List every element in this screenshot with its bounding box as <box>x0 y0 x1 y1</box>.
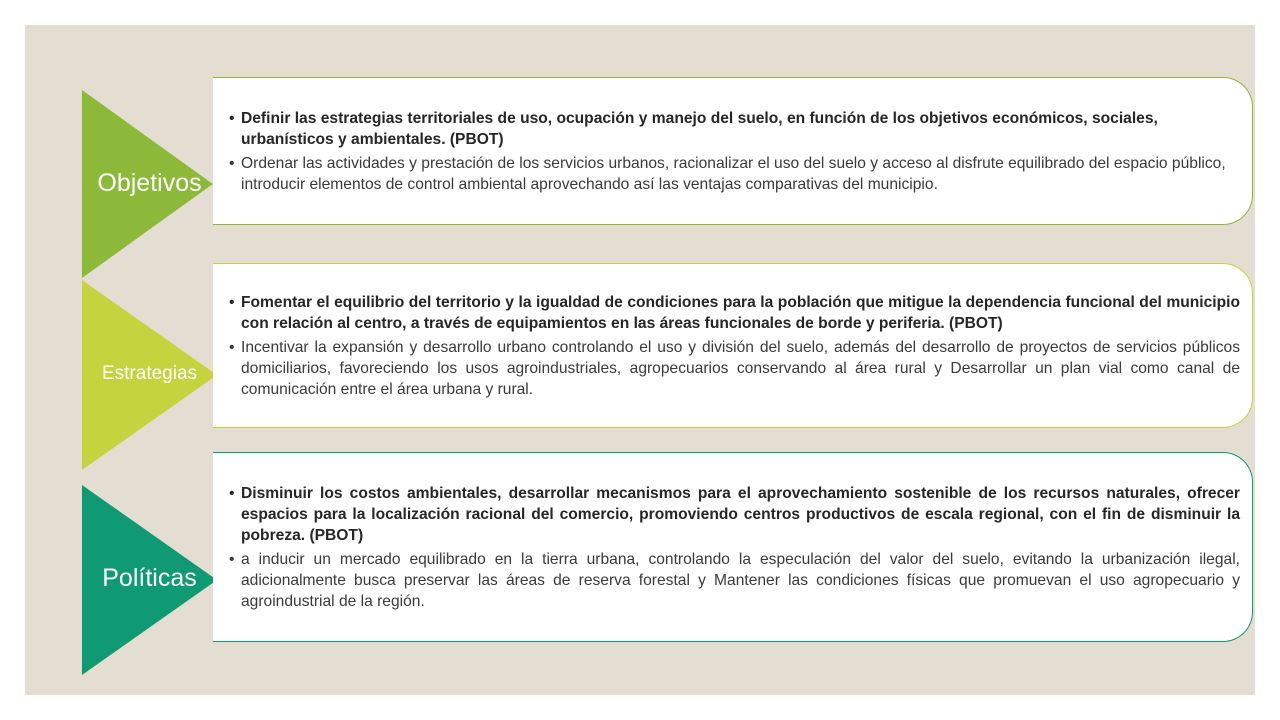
content-box-estrategias <box>213 263 1253 428</box>
bullet-text: Definir las estrategias territoriales de uso, ocupación y manejo del suelo, en función de los objetivos económicos, sociales, urbanísticos y ambientales. (PBOT) <box>241 109 1158 148</box>
bullet-icon: • <box>229 550 235 568</box>
bullet-list-objetivos <box>229 105 1240 198</box>
bullet-text: Ordenar las actividades y prestación de los servicios urbanos, racionalizar el uso del suelo y acceso al disfrute equilibrado del espacio público, introducir elementos de control ambiental aprovechando así las ventajas comparativas del municipio. <box>241 154 1226 193</box>
bullet-item <box>229 337 1240 400</box>
bullet-text: a inducir un mercado equilibrado en la tierra urbana, controlando la especulación del valor del suelo, evitando la urbanización ilegal, adicionalmente busca preservar las áreas de reserva forestal y Mantener las condiciones físicas que promuevan el uso agropecuario y agroindustrial de la región. <box>241 550 1240 610</box>
content-box-politicas <box>213 452 1253 642</box>
bullet-list-politicas <box>229 480 1240 615</box>
bullet-list-estrategias <box>229 289 1240 403</box>
chevron-label-estrategias: Estrategias <box>101 363 198 384</box>
bullet-item <box>229 483 1240 546</box>
bullet-text: Incentivar la expansión y desarrollo urbano controlando el uso y división del suelo, además del desarrollo de proyectos de servicios públicos domiciliarios, favoreciendo los usos agroindustriales, agropecuarios conservando al área rural y Desarrollar un plan vial como canal de comunicación entre el área urbana y rural. <box>241 338 1240 398</box>
bullet-item <box>229 292 1240 334</box>
chevron-label-objetivos: Objetivos <box>97 169 202 197</box>
bullet-icon: • <box>229 293 235 311</box>
bullet-text: Fomentar el equilibrio del territorio y la igualdad de condiciones para la población que mitigue la dependencia funcional del municipio con relación al centro, a través de equipamientos en las áreas funcionales de borde y periferia. (PBOT) <box>241 293 1240 332</box>
bullet-icon: • <box>229 154 235 172</box>
slide-background <box>25 25 1255 695</box>
bullet-item <box>229 153 1240 195</box>
bullet-icon: • <box>229 484 235 502</box>
bullet-item <box>229 549 1240 612</box>
bullet-icon: • <box>229 338 235 356</box>
bullet-icon: • <box>229 109 235 127</box>
bullet-text: Disminuir los costos ambientales, desarrollar mecanismos para el aprovechamiento sostenible de los recursos naturales, ofrecer espacios para la localización racional del comercio, promoviendo centros productivos de escala regional, con el fin de disminuir la pobreza. (PBOT) <box>241 484 1240 544</box>
content-box-objetivos <box>213 77 1253 225</box>
bullet-item <box>229 108 1240 150</box>
chevron-label-politicas: Políticas <box>102 564 197 592</box>
